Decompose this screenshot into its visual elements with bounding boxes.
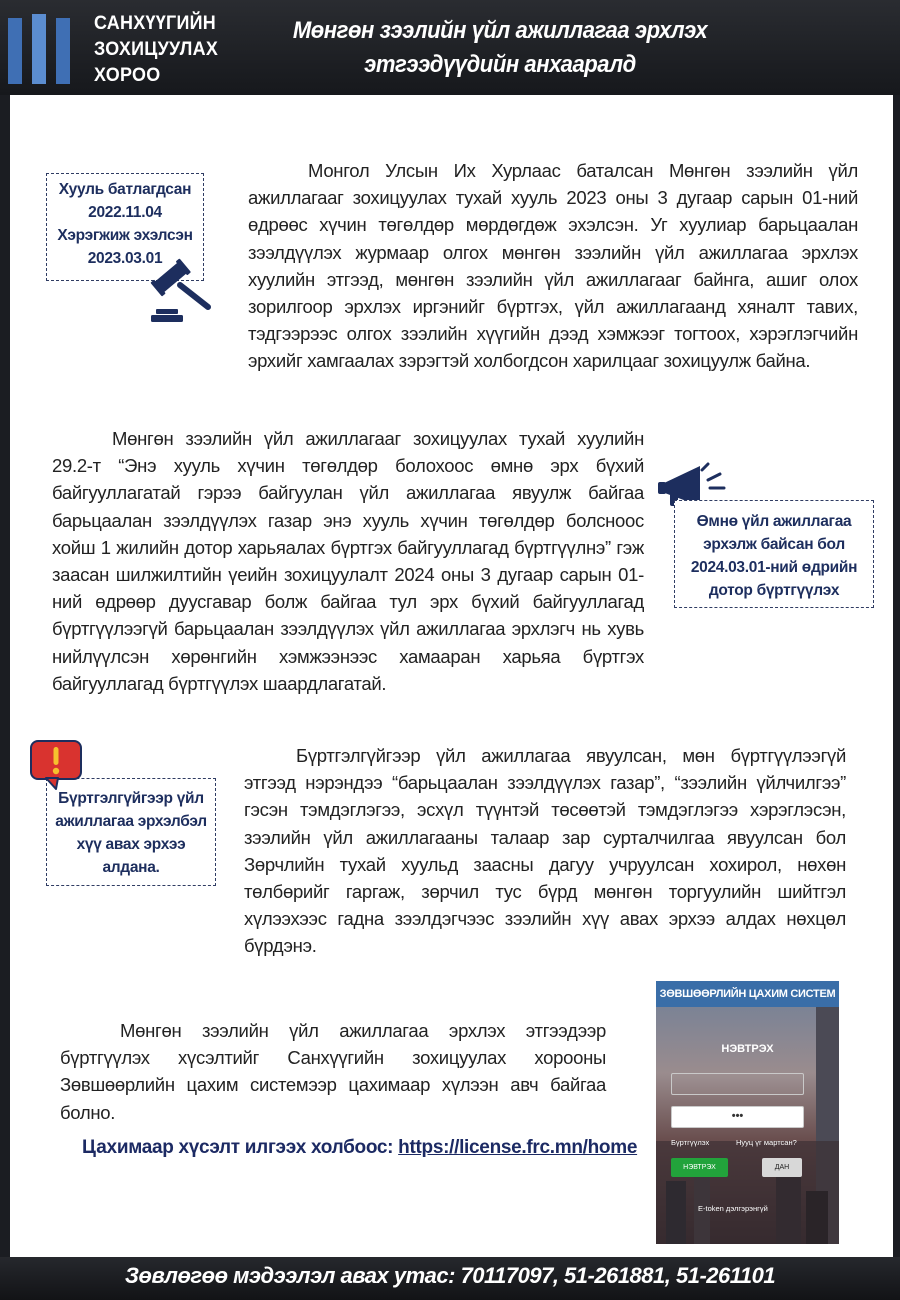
login-heading: НЭВТРЭХ — [721, 1043, 774, 1055]
law-dates-line-4: 2023.03.01 — [87, 250, 163, 267]
license-system-title-bar: ЗӨВШӨӨРЛИЙН ЦАХИМ СИСТЕМ — [656, 981, 839, 1007]
footer-banner — [0, 1257, 900, 1300]
register-link[interactable]: Бүртгүүлэх — [671, 1138, 710, 1147]
logo-line-3: ХОРОО — [94, 64, 161, 86]
license-link-label: Цахимаар хүсэлт илгээх холбоос: — [82, 1137, 399, 1158]
username-field[interactable] — [671, 1073, 804, 1095]
law-dates-line-2: 2022.11.04 — [88, 204, 162, 221]
section1-paragraph: Монгол Улсын Их Хурлаас баталсан Мөнгөн зээлийн үйл ажиллагааг зохицуулах тухай хууль 2023 оны 3 дугаар сарын 01-ний өдрөөс хүчин төгөлдөр мөрдөгдөж эхэлсэн. Уг хуулиар барьцаалан зээлдүүлэх журмаар олгох мөнгөн зээлийн үйл ажиллагаа эрхлэх хуулийн этгээд, мөнгөн зээлийн үйл ажиллагааг байнга, ашиг олох зорилгоор эрхлэх иргэнийг бүртгэх, үйл ажиллагаанд хяналт тавих, тэдгээрээс олгох зээлийн хүүгийн дээд хэмжээг тогтоох, хэрэглэгчийн эрхийг хамгаалах зэрэгтэй холбогдсон харилцааг зохицуулж байна. — [248, 160, 858, 372]
etoken-link[interactable]: E-token дэлгэрэнгүй — [698, 1204, 768, 1213]
deadline-line-4: дотор бүртгүүлэх — [708, 582, 840, 599]
logo-line-1: САНХҮҮГИЙН — [94, 12, 217, 34]
penalty-line-1: Бүртгэлгүйгээр үйл — [58, 790, 204, 807]
law-dates-line-3: Хэрэгжиж эхэлсэн — [57, 227, 193, 244]
penalty-line-4: алдана. — [102, 859, 160, 876]
license-system-screenshot — [656, 981, 839, 1244]
login-button[interactable]: НЭВТРЭХ — [671, 1158, 728, 1177]
alert-icon — [30, 740, 82, 790]
forgot-password-link[interactable]: Нууц үг мартсан? — [736, 1138, 797, 1147]
penalty-line-3: хүү авах эрхээ — [76, 836, 186, 853]
title-line-2: этгээдүүдийн анхааралд — [364, 51, 636, 78]
registration-deadline-box — [674, 500, 874, 608]
logo-line-2: ЗОХИЦУУЛАХ — [94, 38, 219, 60]
penalty-line-2: ажиллагаа эрхэлбэл — [55, 813, 207, 830]
gavel-icon — [150, 255, 214, 323]
license-link-line — [82, 1137, 637, 1159]
deadline-line-3: 2024.03.01-ний өдрийн — [690, 559, 858, 576]
deadline-line-2: эрхэлж байсан бол — [703, 536, 845, 553]
penalty-warning-box — [46, 778, 216, 886]
dan-button[interactable]: ДАН — [762, 1158, 802, 1177]
section4-paragraph: Мөнгөн зээлийн үйл ажиллагаа эрхлэх этгээдээр бүртгүүлэх хүсэлтийг Санхүүгийн зохицуулах хорооны Зөвшөөрлийн цахим системээр цахимаар хүлээн авч байгаа болно. — [60, 1020, 606, 1123]
title-line-1: Мөнгөн зээлийн үйл ажиллагаа эрхлэх — [292, 17, 708, 44]
law-dates-line-1: Хууль батлагдсан — [58, 181, 192, 198]
license-link[interactable]: https://license.frc.mn/home — [398, 1137, 638, 1158]
password-field[interactable]: ••• — [671, 1106, 804, 1128]
logo-icon — [8, 12, 80, 84]
deadline-line-1: Өмнө үйл ажиллагаа — [696, 513, 852, 530]
header-banner — [0, 0, 900, 95]
section3-paragraph: Бүртгэлгүйгээр үйл ажиллагаа явуулсан, мөн бүртгүүлээгүй этгээд нэрэндээ “барьцаалан зээлдүүлэх газар”, “зээлийн үйлчилгээ” гэсэн тэмдэглэгээ, эсхүл түүнтэй төсөөтэй тэмдэглэгээ хэрэглэсэн, зээлийн үйл ажиллагааны талаар зар сурталчилгаа явуулсан бол Зөрчлийн тухай хуульд заасны дагуу учруулсан хохирол, нөхөн төлбөрийг гаргаж, зөрчил тус бүрд мөнгөн торгуулийн шийтгэл хүлээхээс гадна зээлдэгчээс зээлийн хүү авах эрхээ алдах нөхцөл бүрдэнэ. — [244, 745, 846, 957]
section2-paragraph: Мөнгөн зээлийн үйл ажиллагааг зохицуулах тухай хуулийн 29.2-т “Энэ хууль хүчин төгөлдөр болохоос өмнө эрх бүхий байгууллагатай гэрээ байгуулан үйл ажиллагаа явуулж байгаа барьцаалан зээлдүүлэх газар энэ хууль хүчин төгөлдөр болсноос хойш 1 жилийн дотор харьяалах бүртгэх байгууллагад бүртгүүлнэ” гэж заасан шилжилтийн үеийн зохицуулалт 2024 оны 3 дугаар сарын 01-ний өдрөөр дуусгавар болж байгаа тул эрх бүхий байгууллагад бүртгүүлээгүй барьцаалан зээлдүүлэх үйл ажиллагаа эрхлэгч нь хувь нийлүүлсэн хөрөнгийн хэмжээнээс хамааран харьяа бүртгэх байгууллагад бүртгүүлэх шаардлагатай. — [52, 428, 644, 694]
contact-phones: Зөвлөгөө мэдээлэл авах утас: 70117097, 51-261881, 51-261101 — [124, 1263, 776, 1288]
page-title — [270, 14, 730, 82]
logo-text — [94, 10, 218, 88]
